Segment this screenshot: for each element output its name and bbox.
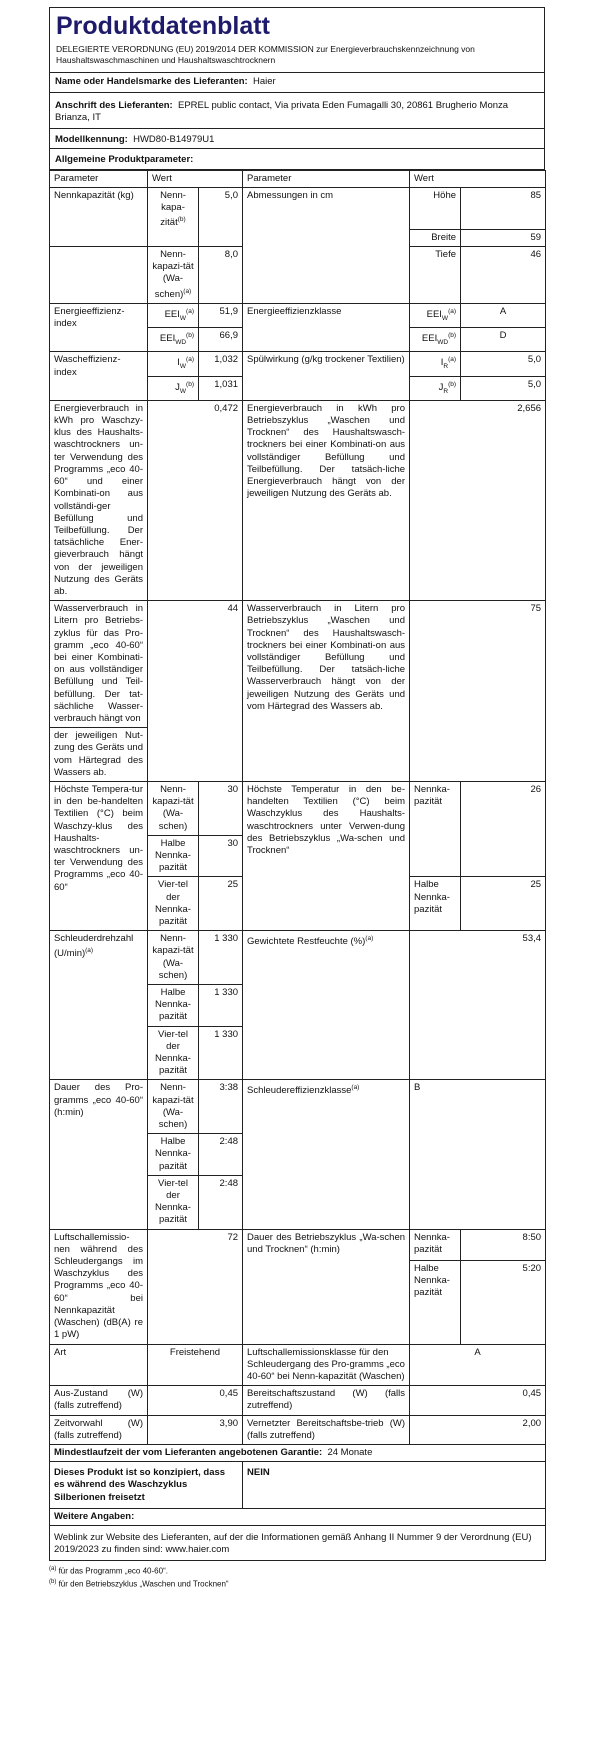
delay-start-value: 3,90 — [148, 1415, 243, 1444]
table-row — [50, 1080, 546, 1134]
table-row — [50, 400, 546, 600]
additional-info-text: Weblink zur Website des Lieferanten, auf der die Informationen gemäß Anhang II Nummer 9 der Verordnung (EU) 2019/2023 zu finden sind: www.haier.com — [50, 1525, 546, 1560]
water-consumption-wash-label-b: der jeweiligen Nut-zung des Geräts und vom Härtegrad des Wassers ab. — [50, 728, 148, 782]
spin-quarter-label: Vier-tel der Nennka-pazität — [148, 1026, 199, 1080]
duration-half-label: Halbe Nennka-pazität — [148, 1134, 199, 1176]
supplier-address-label: Anschrift des Lieferanten: — [55, 99, 173, 111]
supplier-name-value: Haier — [253, 76, 276, 87]
table-row — [50, 1508, 546, 1525]
supplier-address-value: EPREL public contact, Via privata Eden Fumagalli 30, 20861 Brugherio Monza Brianza, IT — [55, 99, 509, 123]
delay-start-label: Zeitvorwahl (W) (falls zutreffend) — [50, 1415, 148, 1444]
temp-half-label: Halbe Nennka-pazität — [148, 835, 199, 877]
table-row — [50, 187, 546, 229]
iw-label: $I_W^{(a)}$ — [148, 352, 199, 376]
network-standby-label: Vernetzter Bereitschaftsbe-trieb (W) (falls zutreffend) — [243, 1415, 410, 1444]
supplier-name-row — [49, 73, 545, 93]
temp-washdry-rated-value: 26 — [461, 781, 546, 876]
dimensions-label: Abmessungen in cm — [243, 187, 410, 303]
capacity-wash-label: Nenn-kapazi-tät (Wa-schen)$^{(a)}$ — [148, 246, 199, 303]
noise-value: 72 — [148, 1229, 243, 1344]
duration-half-value: 2:48 — [199, 1134, 243, 1176]
eei-class-wd-label: $EEI_{WD}^{(b)}$ — [410, 328, 461, 352]
capacity-wash-value: 8,0 — [199, 246, 243, 303]
general-params-label: Allgemeine Produktparameter: — [55, 154, 194, 165]
silver-ions-value: NEIN — [243, 1462, 546, 1509]
eei-w-value: 51,9 — [199, 303, 243, 327]
table-row — [50, 1525, 546, 1560]
capacity-label-fill — [50, 246, 148, 303]
width-value: 59 — [461, 229, 546, 246]
regulation-text: DELEGIERTE VERORDNUNG (EU) 2019/2014 DER KOMMISSION zur Energieverbrauchskennzeichnung von Haushaltswaschmaschinen und Haushaltswaschtrocknern — [56, 44, 475, 65]
temp-washdry-rated-label: Nennka-pazität — [410, 781, 461, 876]
table-row — [50, 931, 546, 985]
energy-consumption-washdry-label: Energieverbrauch in kWh pro Betriebszyklus „Waschen und Trocknen“ des Haushaltswasch-trockners bei einer Kombinati-on aus vollständiger Befüllung und Teilbefüllung. Der tatsäch-liche Energieverbrauch hängt von der jeweiligen Nutzung des Geräts ab. — [243, 400, 410, 600]
supplier-name-label: Name oder Handelsmarke des Lieferanten: — [55, 76, 248, 87]
height-value: 85 — [461, 187, 546, 229]
parameters-table — [49, 170, 546, 1562]
table-row — [50, 1415, 546, 1444]
model-row — [49, 129, 545, 150]
water-consumption-wash-label-a: Wasserverbrauch in Litern pro Betriebs-zyklus für das Pro-gramm „eco 40-60“ bei einer Kombinati-on aus vollständiger Befüllung und Teil-befüllung. Der tat-sächliche Wasser-verbrauch hängt von — [50, 601, 148, 728]
ir-value: 5,0 — [461, 352, 546, 376]
spin-rated-value: 1 330 — [199, 931, 243, 985]
table-row — [50, 1386, 546, 1415]
temp-half-value: 30 — [199, 835, 243, 877]
network-standby-value: 2,00 — [410, 1415, 546, 1444]
jr-value: 5,0 — [461, 376, 546, 400]
warranty-row — [50, 1444, 546, 1461]
energy-consumption-wash-label: Energieverbrauch in kWh pro Waschzy-klus des Haushalts-waschtrockners un-ter Verwendung des Programms „eco 40-60“ und einer Kombinati-on aus vollständi-ger Befüllung und Teilbefüllung. Der tatsächliche Ener-gieverbrauch hängt von der jeweiligen Nutzung des Geräts ab. — [50, 400, 148, 600]
rinse-label: Spülwirkung (g/kg trockener Textilien) — [243, 352, 410, 401]
width-label: Breite — [410, 229, 461, 246]
energy-class-label: Energieeffizienzklasse — [243, 303, 410, 352]
type-value: Freistehend — [148, 1344, 243, 1386]
table-row — [50, 303, 546, 327]
wash-eff-label: Wascheffizienz-index — [50, 352, 148, 401]
eei-w-label: $EEI_W^{(a)}$ — [148, 303, 199, 327]
ir-label: $I_R^{(a)}$ — [410, 352, 461, 376]
table-row — [50, 1462, 546, 1509]
spin-half-label: Halbe Nennka-pazität — [148, 985, 199, 1027]
energy-class-wd-value: D — [461, 328, 546, 352]
column-header-row — [50, 170, 546, 187]
duration-label: Dauer des Pro-gramms „eco 40-60“ (h:min) — [50, 1080, 148, 1229]
capacity-w-label: Nenn-kapa-zität$^{(b)}$ — [148, 187, 199, 246]
jr-label: $J_R^{(b)}$ — [410, 376, 461, 400]
page-title: Produktdatenblatt — [56, 12, 270, 40]
noise-class-label: Luftschallemissionsklasse für den Schleudergang des Pro-gramms „eco 40-60“ bei Nenn-kapazität (Waschen) — [243, 1344, 410, 1386]
cycle-duration-label: Dauer des Betriebszyklus „Wa-schen und Trocknen“ (h:min) — [243, 1229, 410, 1344]
temp-quarter-label: Vier-tel der Nennka-pazität — [148, 877, 199, 931]
general-params-row — [49, 149, 545, 170]
off-mode-value: 0,45 — [148, 1386, 243, 1415]
col-header-value-right: Wert — [410, 170, 546, 187]
cycle-rated-label: Nennka-pazität — [410, 1229, 461, 1260]
cycle-half-value: 5:20 — [461, 1260, 546, 1344]
max-temp-wash-label: Höchste Tempera-tur in den be-handelten Textilien (°C) beim Waschzy-klus des Haushalts-waschtrockners un-ter Verwendung des Programms „eco 40-60“ — [50, 781, 148, 930]
col-header-value-left: Wert — [148, 170, 243, 187]
energy-class-w-value: A — [461, 303, 546, 327]
iw-value: 1,032 — [199, 352, 243, 376]
max-temp-washdry-label: Höchste Temperatur in den be-handelten Textilien (°C) beim Waschzyklus des Haushalts-waschtrockners unter Verwen-dung des Betriebszyklus „Wa-schen und Trocknen“ — [243, 781, 410, 930]
spin-rated-label: Nenn-kapazi-tät (Wa-schen) — [148, 931, 199, 985]
depth-label: Tiefe — [410, 246, 461, 303]
off-mode-label: Aus-Zustand (W) (falls zutreffend) — [50, 1386, 148, 1415]
moisture-label: Gewichtete Restfeuchte (%)$^{(a)}$ — [243, 931, 410, 1080]
table-row — [50, 352, 546, 376]
cycle-rated-value: 8:50 — [461, 1229, 546, 1260]
water-consumption-washdry-value: 75 — [410, 601, 546, 782]
warranty-label: Mindestlaufzeit der vom Lieferanten angebotenen Garantie: — [54, 1446, 323, 1458]
jw-value: 1,031 — [199, 376, 243, 400]
spin-class-label: Schleudereffizienzklasse$^{(a)}$ — [243, 1080, 410, 1229]
additional-info-label: Weitere Angaben: — [50, 1508, 546, 1525]
eei-wd-value: 66,9 — [199, 328, 243, 352]
spin-quarter-value: 1 330 — [199, 1026, 243, 1080]
footnotes — [49, 1564, 545, 1589]
type-label: Art — [50, 1344, 148, 1386]
noise-label: Luftschallemissio-nen während des Schleudergangs im Waschzyklus des Programms „eco 40-60“ bei Nennkapazität (Waschen) (dB(A) re 1 pW) — [50, 1229, 148, 1344]
standby-value: 0,45 — [410, 1386, 546, 1415]
duration-rated-label: Nenn-kapazi-tät (Wa-schen) — [148, 1080, 199, 1134]
noise-class-value: A — [410, 1344, 546, 1386]
model-value: HWD80-B14979U1 — [133, 133, 215, 145]
table-row — [50, 1444, 546, 1461]
temp-quarter-value: 25 — [199, 877, 243, 931]
spin-class-value: B — [410, 1080, 546, 1229]
standby-label: Bereitschaftszustand (W) (falls zutreffend) — [243, 1386, 410, 1415]
temp-rated-label: Nenn-kapazi-tät (Wa-schen) — [148, 781, 199, 835]
table-row — [50, 1344, 546, 1386]
product-data-sheet — [49, 7, 545, 1590]
temp-rated-value: 30 — [199, 781, 243, 835]
depth-value: 46 — [461, 246, 546, 303]
footnote-a: $^{(a)}$ für das Programm „eco 40-60“. — [49, 1566, 168, 1576]
energy-consumption-washdry-value: 2,656 — [410, 400, 546, 600]
supplier-address-row — [49, 93, 545, 129]
capacity-w-value: 5,0 — [199, 187, 243, 246]
table-row — [50, 601, 546, 728]
duration-rated-value: 3:38 — [199, 1080, 243, 1134]
model-label: Modellkennung: — [55, 133, 128, 145]
eei-wd-label: $EEI_{WD}^{(b)}$ — [148, 328, 199, 352]
height-label: Höhe — [410, 187, 461, 229]
capacity-label: Nennkapazität (kg) — [50, 187, 148, 246]
energy-consumption-wash-value: 0,472 — [148, 400, 243, 600]
temp-washdry-half-label: Halbe Nennka-pazität — [410, 877, 461, 931]
cycle-half-label: Halbe Nennka-pazität — [410, 1260, 461, 1344]
eei-label: Energieeffizienz-index — [50, 303, 148, 352]
water-consumption-washdry-label: Wasserverbrauch in Litern pro Betriebszyklus „Waschen und Trocknen“ des Haushaltswasch-trockners bei einer Kombinati-on aus vollständiger Befüllung und Teilbefüllung. Der tatsäch-liche Wasserverbrauch hängt von der jeweiligen Nutzung des Geräts und vom Härtegrad des Wassers ab. — [243, 601, 410, 782]
silver-ions-label: Dieses Produkt ist so konzipiert, dass es während des Waschzyklus Silberionen freisetzt — [50, 1462, 243, 1509]
jw-label: $J_W^{(b)}$ — [148, 376, 199, 400]
warranty-value: 24 Monate — [327, 1446, 373, 1458]
table-row — [50, 781, 546, 835]
table-row — [50, 1229, 546, 1260]
duration-quarter-label: Vier-tel der Nennka-pazität — [148, 1175, 199, 1229]
spin-half-value: 1 330 — [199, 985, 243, 1027]
sheet-header — [49, 7, 545, 73]
col-header-param-right: Parameter — [243, 170, 410, 187]
footnote-b: $^{(b)}$ für den Betriebszyklus „Waschen und Trocknen“ — [49, 1579, 229, 1589]
col-header-param-left: Parameter — [50, 170, 148, 187]
moisture-value: 53,4 — [410, 931, 546, 1080]
eei-class-w-label: $EEI_W^{(a)}$ — [410, 303, 461, 327]
duration-quarter-value: 2:48 — [199, 1175, 243, 1229]
spin-speed-label: Schleuderdrehzahl $(U/\min)^{(a)}$ — [50, 931, 148, 1080]
temp-washdry-half-value: 25 — [461, 877, 546, 931]
water-consumption-wash-value: 44 — [148, 601, 243, 782]
